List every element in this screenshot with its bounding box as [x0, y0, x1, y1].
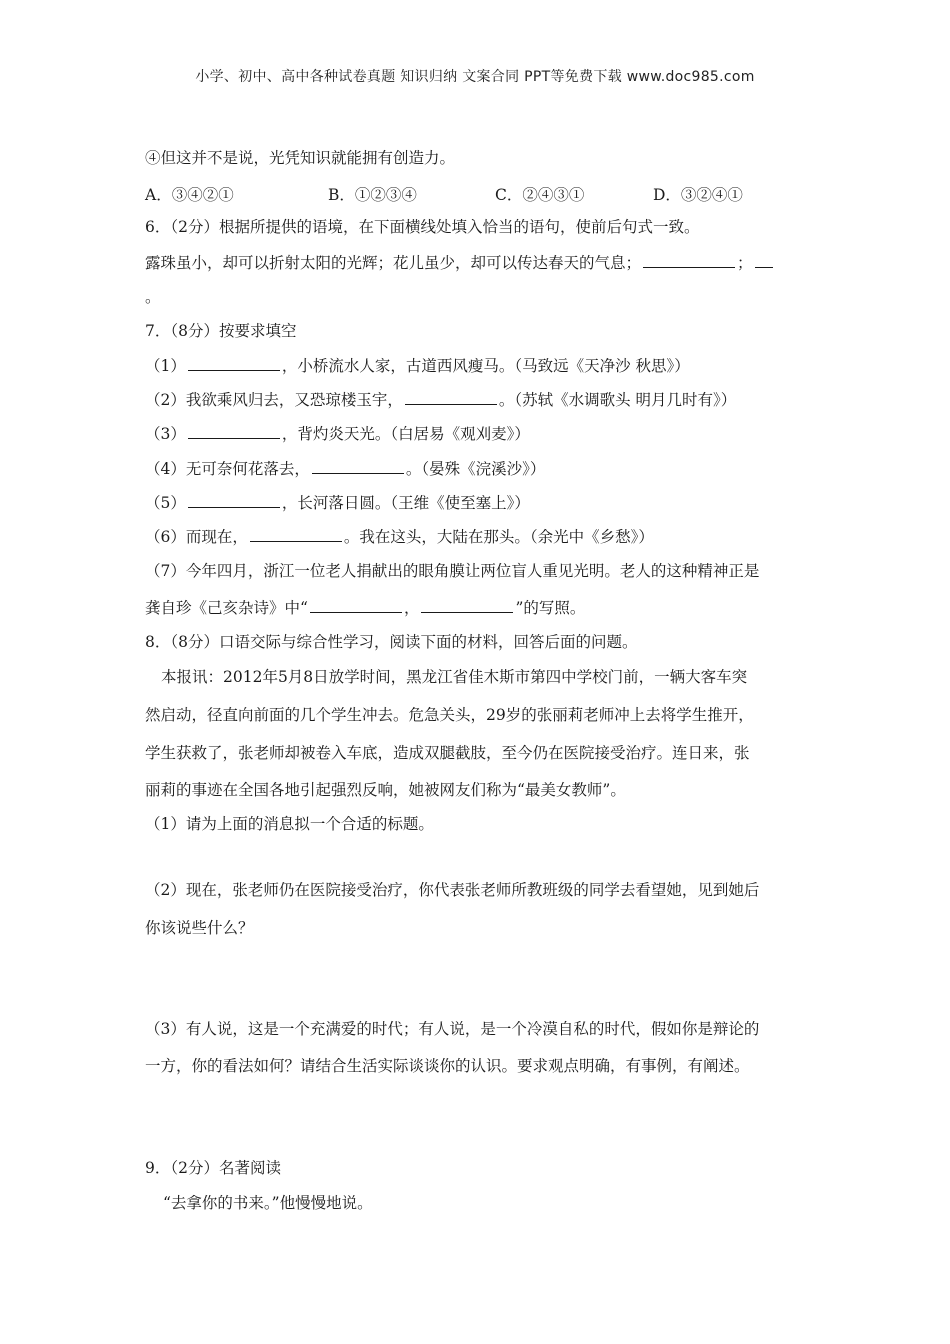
- q7-l7-comma: ，: [403, 599, 420, 617]
- q7-blank-7[interactable]: [310, 597, 402, 613]
- q7-l3-num: （3）: [145, 425, 186, 443]
- q8-sub-2a: （2）现在，张老师仍在医院接受治疗，你代表张老师所教班级的同学去看望她，见到她后: [145, 881, 760, 899]
- q6-blank-1[interactable]: [643, 252, 735, 268]
- q7-l6-source: 。我在这头，大陆在那头。（余光中《乡愁》）: [343, 528, 654, 546]
- q5-option-b: B．①②③④: [328, 186, 417, 204]
- q7-l4-text: （4）无可奈何花落去，: [145, 460, 310, 478]
- q7-l6-text: （6）而现在，: [145, 528, 248, 546]
- q7-line-7a: （7）今年四月，浙江一位老人捐献出的眼角膜让两位盲人重见光明。老人的这种精神正是: [145, 562, 760, 580]
- q7-l7-text: 龚自珍《己亥杂诗》中“: [145, 599, 308, 617]
- q5-item-4: ④但这并不是说，光凭知识就能拥有创造力。: [145, 149, 456, 167]
- q7-l2-source: 。（苏轼《水调歌头 明月几时有》）: [498, 391, 737, 409]
- q7-line-6: [145, 526, 654, 547]
- q5-option-d: D．③②④①: [653, 186, 743, 204]
- q8-passage-1: 本报讯：2012年5月8日放学时间，黑龙江省佳木斯市第四中学校门前，一辆大客车突: [161, 668, 748, 686]
- q7-line-7b: [145, 597, 585, 618]
- q7-blank-1[interactable]: [188, 355, 280, 371]
- q6-context: 露珠虽小，却可以折射太阳的光辉；花儿虽少，却可以传达春天的气息；: [145, 254, 642, 272]
- q8-sub-1: （1）请为上面的消息拟一个合适的标题。: [145, 815, 434, 833]
- q7-l1-text: ，小桥流水人家，古道西风瘦马。（马致远《天净沙 秋思》）: [281, 357, 690, 375]
- q7-l3-text: ，背灼炎天光。（白居易《观刈麦》）: [281, 425, 530, 443]
- q9-stem: 9．（2分）名著阅读: [145, 1159, 281, 1177]
- q8-stem: 8．（8分）口语交际与综合性学习，阅读下面的材料，回答后面的问题。: [145, 633, 638, 651]
- q7-l7-source: ”的写照。: [515, 599, 586, 617]
- q7-l5-num: （5）: [145, 494, 186, 512]
- q7-line-2: [145, 389, 736, 410]
- q7-l2-text: （2）我欲乘风归去，又恐琼楼玉宇，: [145, 391, 403, 409]
- q7-blank-5[interactable]: [188, 492, 280, 508]
- q7-line-4: [145, 458, 545, 479]
- q7-line-3: [145, 423, 530, 444]
- q8-passage-4: 丽莉的事迹在全国各地引起强烈反响，她被网友们称为“最美女教师”。: [145, 781, 626, 799]
- q7-l5-text: ，长河落日圆。（王维《使至塞上》）: [281, 494, 530, 512]
- q7-blank-3[interactable]: [188, 423, 280, 439]
- q9-quote: “去拿你的书来。”他慢慢地说。: [163, 1194, 373, 1212]
- q6-blank-2[interactable]: [755, 252, 773, 268]
- q5-option-c: C．②④③①: [495, 186, 585, 204]
- q6-context-line: [145, 252, 775, 273]
- q7-blank-4[interactable]: [312, 458, 404, 474]
- q6-separator: ；: [737, 254, 753, 272]
- q7-l1-num: （1）: [145, 357, 186, 375]
- q7-line-1: [145, 355, 690, 376]
- q7-blank-2[interactable]: [405, 389, 497, 405]
- q8-sub-3a: （3）有人说，这是一个充满爱的时代；有人说，是一个冷漠自私的时代，假如你是辩论的: [145, 1020, 760, 1038]
- q7-blank-6[interactable]: [250, 526, 342, 542]
- q5-option-a: A．③④②①: [145, 186, 234, 204]
- q7-blank-8[interactable]: [421, 597, 513, 613]
- q8-sub-3b: 一方，你的看法如何？请结合生活实际谈谈你的认识。要求观点明确，有事例，有阐述。: [145, 1057, 750, 1075]
- q7-stem: 7．（8分）按要求填空: [145, 322, 297, 340]
- q8-passage-3: 学生获救了，张老师却被卷入车底，造成双腿截肢，至今仍在医院接受治疗。连日来，张: [145, 744, 750, 762]
- page-header: 小学、初中、高中各种试卷真题 知识归纳 文案合同 PPT等免费下载 www.doc985.com: [195, 69, 755, 85]
- q8-sub-2b: 你该说些什么？: [145, 919, 254, 937]
- q8-passage-2: 然启动，径直向前面的几个学生冲去。危急关头，29岁的张丽莉老师冲上去将学生推开，: [145, 706, 754, 724]
- q6-end: 。: [145, 288, 161, 306]
- q6-stem: 6．（2分）根据所提供的语境，在下面横线处填入恰当的语句，使前后句式一致。: [145, 218, 700, 236]
- q7-l4-source: 。（晏殊《浣溪沙》）: [405, 460, 546, 478]
- q7-line-5: [145, 492, 530, 513]
